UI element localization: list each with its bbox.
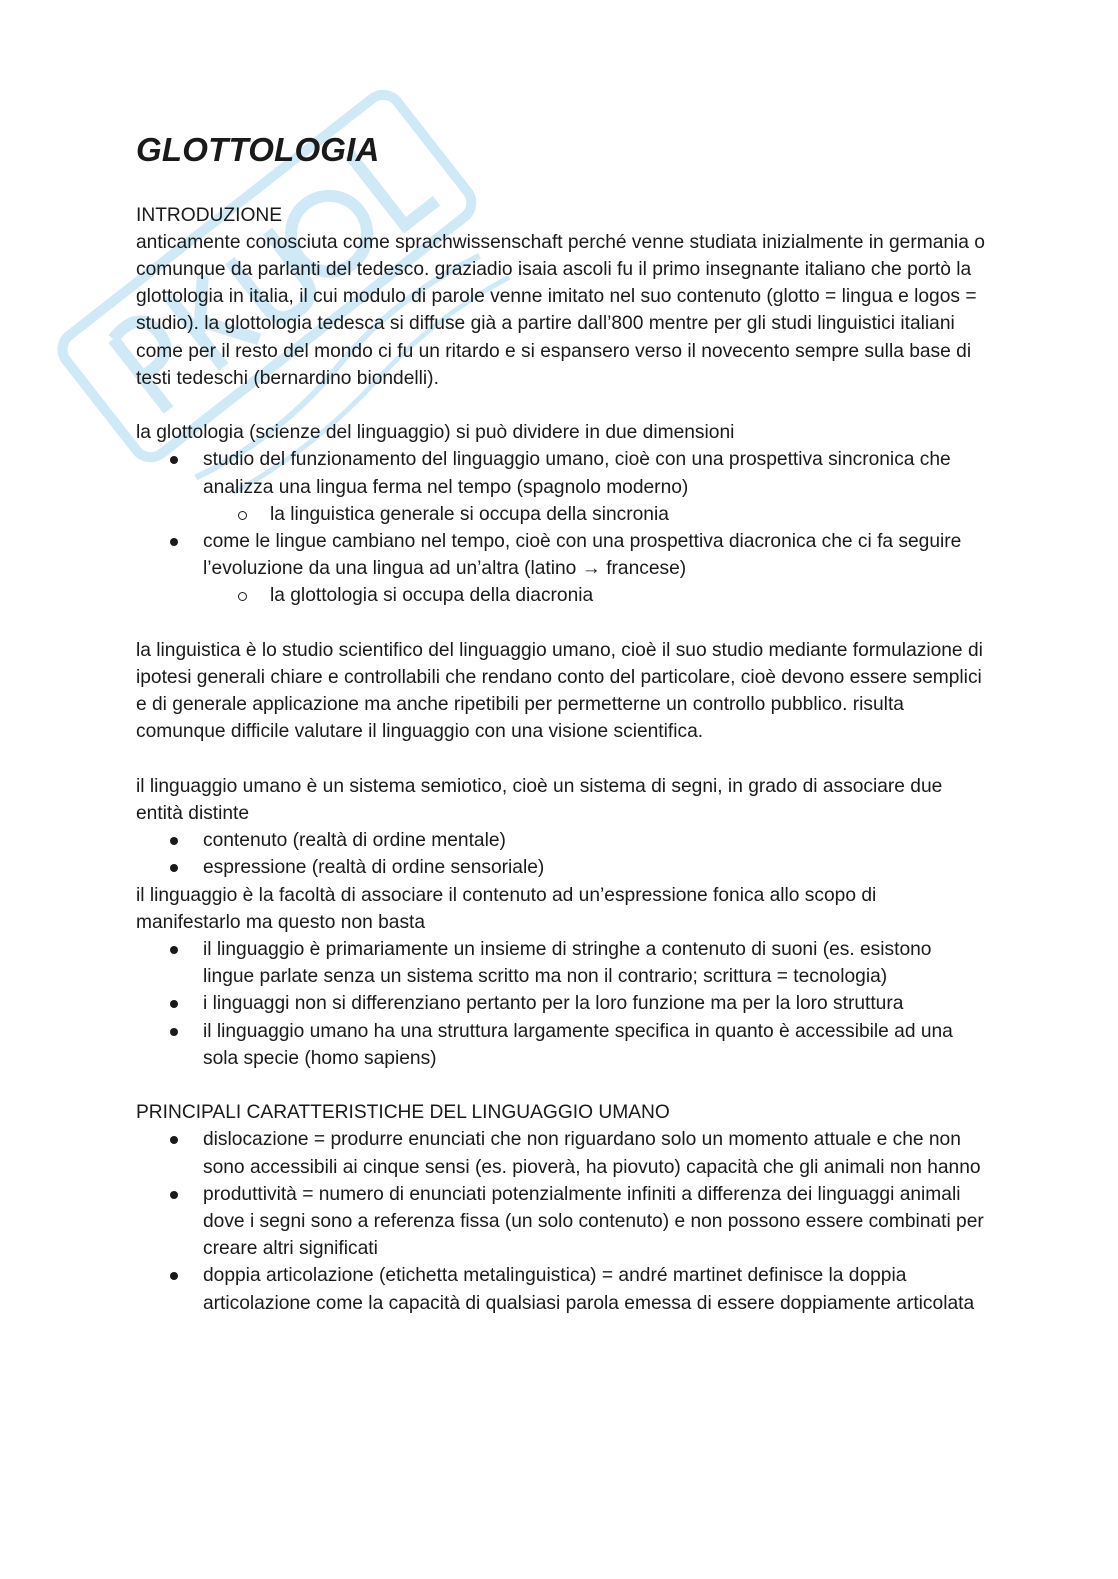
dimensions-lead: la glottologia (scienze del linguaggio) si può dividere in due dimensioni xyxy=(136,422,735,444)
sub-list-item: la glottologia si occupa della diacronia xyxy=(203,582,986,609)
list-item: espressione (realtà di ordine sensoriale) xyxy=(136,854,986,881)
spacer xyxy=(136,610,986,637)
list-item: il linguaggio umano ha una struttura largamente specifica in quanto è accessibile ad una sola specie (homo sapiens) xyxy=(136,1018,986,1072)
document-title: GLOTTOLOGIA xyxy=(136,131,380,168)
semiotico-lead-2: il linguaggio è la facoltà di associare il contenuto ad un’espressione fonica allo scopo di manifestarlo ma questo non basta xyxy=(136,884,877,933)
list-item: dislocazione = produrre enunciati che non riguardano solo un momento attuale e che non sono accessibili ai cinque sensi (es. pioverà, ha piovuto) capacità che gli animali non hanno xyxy=(136,1126,986,1180)
semiotico-list xyxy=(136,827,986,881)
list-item: doppia articolazione (etichetta metalinguistica) = andré martinet definisce la doppia articolazione come la capacità di qualsiasi parola emessa di essere doppiamente articolata xyxy=(136,1262,986,1316)
list-item-text: come le lingue cambiano nel tempo, cioè con una prospettiva diacronica che ci fa seguire l’evoluzione da una lingua ad un’altra (latino → francese) xyxy=(203,531,962,580)
dimensions-list xyxy=(136,446,986,609)
spacer xyxy=(136,1072,986,1099)
caratteristiche-list xyxy=(136,1126,986,1316)
linguistica-paragraph: la linguistica è lo studio scientifico del linguaggio umano, cioè il suo studio mediante formulazione di ipotesi generali chiare e controllabili che rendano conto del particolare, cioè devono essere semplici e di generale applicazione ma anche ripetibili per permetterne un controllo pubblico. risulta comunque difficile valutare il linguaggio con una visione scientifica. xyxy=(136,639,983,743)
document-page xyxy=(136,130,986,1317)
sub-list xyxy=(203,582,986,609)
list-item: produttività = numero di enunciati potenzialmente infiniti a differenza dei linguaggi animali dove i segni sono a referenza fissa (un solo contenuto) e non possono essere combinati per creare altri significati xyxy=(136,1181,986,1263)
caratteristiche-heading: PRINCIPALI CARATTERISTICHE DEL LINGUAGGIO UMANO xyxy=(136,1102,670,1124)
spacer xyxy=(136,392,986,419)
list-item: contenuto (realtà di ordine mentale) xyxy=(136,827,986,854)
list-item: i linguaggi non si differenziano pertanto per la loro funzione ma per la loro struttura xyxy=(136,990,986,1017)
sub-list xyxy=(203,501,986,528)
intro-heading: INTRODUZIONE xyxy=(136,204,283,226)
list-item xyxy=(136,446,986,528)
sub-list-item: la linguistica generale si occupa della sincronia xyxy=(203,501,986,528)
list-item xyxy=(136,528,986,610)
list-item-text: studio del funzionamento del linguaggio umano, cioè con una prospettiva sincronica che analizza una lingua ferma nel tempo (spagnolo moderno) xyxy=(203,449,951,498)
list-item: il linguaggio è primariamente un insieme di stringhe a contenuto di suoni (es. esistono lingue parlate senza un sistema scritto ma non il contrario; scrittura = tecnologia) xyxy=(136,936,986,990)
spacer xyxy=(136,746,986,773)
semiotico-list-2 xyxy=(136,936,986,1072)
semiotico-lead: il linguaggio umano è un sistema semiotico, cioè un sistema di segni, in grado di associare due entità distinte xyxy=(136,775,943,825)
intro-paragraph: anticamente conosciuta come sprachwissenschaft perché venne studiata inizialmente in germania o comunque da parlanti del tedesco. graziadio isaia ascoli fu il primo insegnante italiano che portò la glottologia in italia, il cui modulo di parole venne imitato nel suo contenuto (glotto = lingua e logos = studio). la glottologia tedesca si diffuse già a partire dall’800 mentre per gli studi linguistici italiani come per il resto del mondo ci fu un ritardo e si espansero verso il novecento sempre sulla base di testi tedeschi (bernardino biondelli). xyxy=(136,231,985,389)
